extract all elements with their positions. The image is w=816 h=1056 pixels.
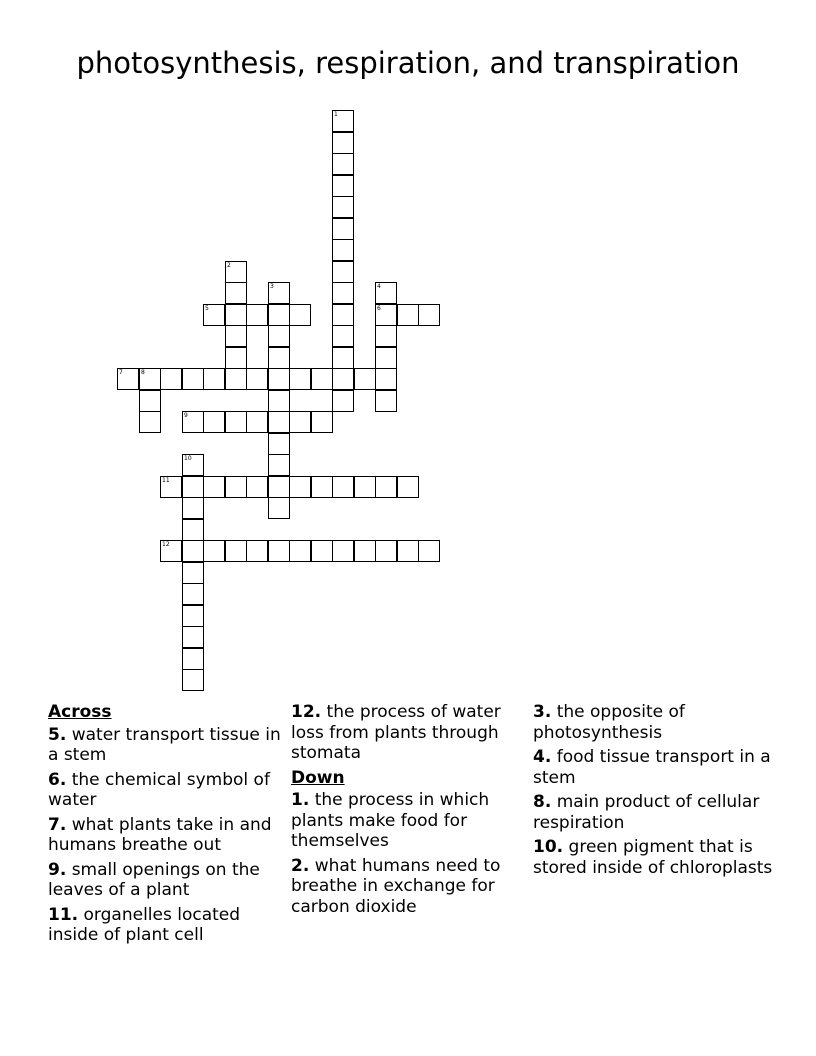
grid-cell[interactable] <box>160 540 182 562</box>
clue-across-6 <box>48 770 288 811</box>
clue-across-7 <box>48 815 288 856</box>
cell-number: 2 <box>227 262 231 269</box>
cell-number: 6 <box>377 305 381 312</box>
grid-cell[interactable] <box>418 540 440 562</box>
clue-number: 6. <box>48 769 67 790</box>
grid-cell[interactable] <box>289 304 311 326</box>
clue-number: 2. <box>291 855 310 876</box>
grid-cell[interactable] <box>332 218 354 240</box>
clue-number: 3. <box>533 702 552 722</box>
grid-cell[interactable] <box>332 476 354 498</box>
clue-across-11 <box>48 905 288 946</box>
grid-cell[interactable] <box>225 347 247 369</box>
clue-text: main product of cellular respiration <box>533 792 760 833</box>
clue-text: small openings on the leaves of a plant <box>48 859 260 900</box>
grid-cell[interactable] <box>311 476 333 498</box>
cell-number: 8 <box>141 369 145 376</box>
clue-down-2 <box>291 856 531 918</box>
grid-cell[interactable] <box>332 261 354 283</box>
grid-cell[interactable] <box>332 325 354 347</box>
clue-number: 1. <box>291 790 310 810</box>
grid-cell[interactable] <box>203 368 225 390</box>
clue-text: what plants take in and humans breathe out <box>48 814 272 855</box>
grid-cell[interactable] <box>332 132 354 154</box>
grid-cell[interactable] <box>182 411 204 433</box>
grid-cell[interactable] <box>225 325 247 347</box>
grid-cell[interactable] <box>354 540 376 562</box>
grid-cell[interactable] <box>397 476 419 498</box>
clue-number: 7. <box>48 814 67 835</box>
grid-cell[interactable] <box>182 476 204 498</box>
grid-cell[interactable] <box>268 304 290 326</box>
clue-down-8 <box>533 792 773 833</box>
grid-cell[interactable] <box>268 282 290 304</box>
grid-cell[interactable] <box>375 368 397 390</box>
grid-cell[interactable] <box>332 153 354 175</box>
across-heading: Across <box>48 702 112 722</box>
cell-number: 11 <box>162 477 170 484</box>
grid-cell[interactable] <box>182 368 204 390</box>
clue-number: 10. <box>533 837 564 857</box>
grid-cell[interactable] <box>182 583 204 605</box>
grid-cell[interactable] <box>225 304 247 326</box>
grid-cell[interactable] <box>203 476 225 498</box>
grid-cell[interactable] <box>332 390 354 412</box>
grid-cell[interactable] <box>332 110 354 132</box>
grid-cell[interactable] <box>289 540 311 562</box>
grid-cell[interactable] <box>182 497 204 519</box>
page-title: photosynthesis, respiration, and transpiration <box>76 46 740 80</box>
clue-text: organelles located inside of plant cell <box>48 904 241 945</box>
grid-cell[interactable] <box>182 519 204 541</box>
clues-column-3 <box>533 702 773 882</box>
grid-cell[interactable] <box>182 562 204 584</box>
clue-number: 5. <box>48 724 67 745</box>
grid-cell[interactable] <box>332 368 354 390</box>
cell-number: 7 <box>119 369 123 376</box>
grid-cell[interactable] <box>311 411 333 433</box>
grid-cell[interactable] <box>225 282 247 304</box>
clue-text: the process in which plants make food for themselves <box>291 790 490 851</box>
grid-cell[interactable] <box>268 347 290 369</box>
grid-cell[interactable] <box>246 540 268 562</box>
grid-cell[interactable] <box>375 540 397 562</box>
grid-cell[interactable] <box>268 540 290 562</box>
clue-across-12 <box>291 702 531 764</box>
clue-number: 11. <box>48 904 79 925</box>
grid-cell[interactable] <box>139 390 161 412</box>
clue-text: the chemical symbol of water <box>48 769 270 810</box>
grid-cell[interactable] <box>289 476 311 498</box>
grid-cell[interactable] <box>268 325 290 347</box>
clue-text: what humans need to breathe in exchange for carbon dioxide <box>291 855 501 917</box>
clue-text: the opposite of photosynthesis <box>533 702 685 743</box>
cell-number: 9 <box>184 412 188 419</box>
grid-cell[interactable] <box>246 304 268 326</box>
grid-cell[interactable] <box>182 605 204 627</box>
grid-cell[interactable] <box>375 347 397 369</box>
grid-cell[interactable] <box>182 669 204 691</box>
grid-cell[interactable] <box>139 368 161 390</box>
grid-cell[interactable] <box>246 368 268 390</box>
clue-down-3 <box>533 702 773 743</box>
grid-cell[interactable] <box>332 196 354 218</box>
grid-cell[interactable] <box>268 497 290 519</box>
grid-cell[interactable] <box>289 368 311 390</box>
clue-across-5 <box>48 725 288 766</box>
grid-cell[interactable] <box>139 411 161 433</box>
clues-column-1 <box>48 702 288 950</box>
grid-cell[interactable] <box>332 540 354 562</box>
grid-cell[interactable] <box>246 476 268 498</box>
grid-cell[interactable] <box>397 304 419 326</box>
grid-cell[interactable] <box>332 175 354 197</box>
grid-cell[interactable] <box>117 368 139 390</box>
cell-number: 4 <box>377 283 381 290</box>
grid-cell[interactable] <box>203 304 225 326</box>
grid-cell[interactable] <box>332 304 354 326</box>
grid-cell[interactable] <box>225 540 247 562</box>
clue-number: 9. <box>48 859 67 880</box>
clue-text: water transport tissue in a stem <box>48 724 281 765</box>
grid-cell[interactable] <box>225 476 247 498</box>
grid-cell[interactable] <box>311 368 333 390</box>
grid-cell[interactable] <box>268 390 290 412</box>
cell-number: 12 <box>162 541 170 548</box>
clue-down-4 <box>533 747 773 788</box>
grid-cell[interactable] <box>354 476 376 498</box>
cell-number: 5 <box>205 305 209 312</box>
grid-cell[interactable] <box>268 476 290 498</box>
grid-cell[interactable] <box>268 454 290 476</box>
grid-cell[interactable] <box>375 325 397 347</box>
grid-cell[interactable] <box>182 626 204 648</box>
grid-cell[interactable] <box>289 411 311 433</box>
clue-down-1 <box>291 790 531 852</box>
clue-text: food tissue transport in a stem <box>533 747 771 788</box>
clue-number: 4. <box>533 747 552 767</box>
grid-cell[interactable] <box>160 368 182 390</box>
grid-cell[interactable] <box>268 368 290 390</box>
grid-cell[interactable] <box>225 261 247 283</box>
grid-cell[interactable] <box>268 433 290 455</box>
grid-cell[interactable] <box>375 476 397 498</box>
grid-cell[interactable] <box>268 411 290 433</box>
grid-cell[interactable] <box>332 239 354 261</box>
grid-cell[interactable] <box>203 540 225 562</box>
grid-cell[interactable] <box>397 540 419 562</box>
grid-cell[interactable] <box>225 411 247 433</box>
grid-cell[interactable] <box>182 454 204 476</box>
clue-number: 12. <box>291 702 322 722</box>
clue-across-9 <box>48 860 288 901</box>
grid-cell[interactable] <box>418 304 440 326</box>
grid-cell[interactable] <box>332 347 354 369</box>
clue-text: the process of water loss from plants through stomata <box>291 702 501 763</box>
grid-cell[interactable] <box>375 282 397 304</box>
grid-cell[interactable] <box>375 390 397 412</box>
grid-cell[interactable] <box>182 648 204 670</box>
grid-cell[interactable] <box>225 368 247 390</box>
cell-number: 3 <box>270 283 274 290</box>
grid-cell[interactable] <box>311 540 333 562</box>
grid-cell[interactable] <box>203 411 225 433</box>
grid-cell[interactable] <box>375 304 397 326</box>
grid-cell[interactable] <box>354 368 376 390</box>
clue-number: 8. <box>533 792 552 812</box>
clue-text: green pigment that is stored inside of chloroplasts <box>533 837 773 878</box>
grid-cell[interactable] <box>332 282 354 304</box>
grid-cell[interactable] <box>160 476 182 498</box>
clues-column-2 <box>291 702 531 921</box>
cell-number: 10 <box>184 455 192 462</box>
clue-down-10 <box>533 837 773 878</box>
grid-cell[interactable] <box>182 540 204 562</box>
grid-cell[interactable] <box>246 411 268 433</box>
cell-number: 1 <box>334 111 338 118</box>
down-heading: Down <box>291 767 345 788</box>
